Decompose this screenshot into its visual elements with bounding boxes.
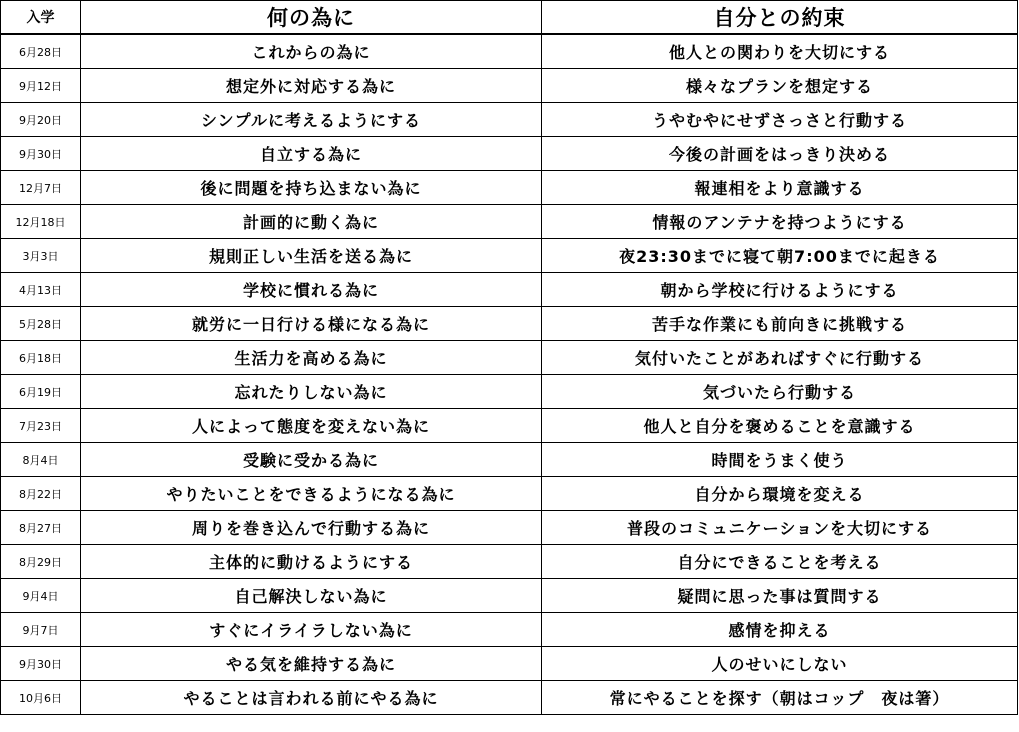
date-cell: 9月30日 [1,647,81,681]
promise-cell: 疑問に思った事は質問する [542,579,1018,613]
why-cell: 周りを巻き込んで行動する為に [81,511,542,545]
promise-cell: 報連相をより意識する [542,171,1018,205]
date-cell: 6月19日 [1,375,81,409]
table-row [1,273,1018,307]
why-cell: やりたいことをできるようになる為に [81,477,542,511]
why-cell: 後に問題を持ち込まない為に [81,171,542,205]
why-cell: 受験に受かる為に [81,443,542,477]
promise-cell: 気づいたら行動する [542,375,1018,409]
why-cell: 想定外に対応する為に [81,69,542,103]
header-row [1,1,1018,35]
table-row [1,409,1018,443]
why-cell: 就労に一日行ける様になる為に [81,307,542,341]
table-body [1,34,1018,715]
date-cell: 9月20日 [1,103,81,137]
table-row [1,34,1018,69]
promise-cell: 常にやることを探す（朝はコップ 夜は箸） [542,681,1018,715]
promise-cell: 他人と自分を褒めることを意識する [542,409,1018,443]
promise-cell: 苦手な作業にも前向きに挑戦する [542,307,1018,341]
table-row [1,103,1018,137]
table-row [1,375,1018,409]
date-cell: 8月29日 [1,545,81,579]
promise-cell: 感情を抑える [542,613,1018,647]
promise-cell: 普段のコミュニケーションを大切にする [542,511,1018,545]
table-row [1,647,1018,681]
promise-cell: 自分にできることを考える [542,545,1018,579]
header-date: 入学 [1,1,81,35]
date-cell: 9月12日 [1,69,81,103]
table-row [1,545,1018,579]
why-cell: シンプルに考えるようにする [81,103,542,137]
promise-cell: 気付いたことがあればすぐに行動する [542,341,1018,375]
why-cell: これからの為に [81,34,542,69]
date-cell: 4月13日 [1,273,81,307]
promise-cell: 朝から学校に行けるようにする [542,273,1018,307]
promise-cell: 情報のアンテナを持つようにする [542,205,1018,239]
date-cell: 3月3日 [1,239,81,273]
why-cell: 自己解決しない為に [81,579,542,613]
why-cell: すぐにイライラしない為に [81,613,542,647]
promise-cell: 様々なプランを想定する [542,69,1018,103]
table-row [1,511,1018,545]
table-row [1,239,1018,273]
date-cell: 5月28日 [1,307,81,341]
table-row [1,307,1018,341]
table-row [1,477,1018,511]
promise-cell: 今後の計画をはっきり決める [542,137,1018,171]
date-cell: 7月23日 [1,409,81,443]
date-cell: 9月30日 [1,137,81,171]
header-promise: 自分との約束 [542,1,1018,35]
promise-cell: うやむやにせずさっさと行動する [542,103,1018,137]
table-header [1,1,1018,35]
table-row [1,613,1018,647]
table-row [1,69,1018,103]
why-cell: 主体的に動けるようにする [81,545,542,579]
why-cell: 生活力を高める為に [81,341,542,375]
why-cell: 忘れたりしない為に [81,375,542,409]
why-cell: やる気を維持する為に [81,647,542,681]
promise-cell: 時間をうまく使う [542,443,1018,477]
promise-cell: 他人との関わりを大切にする [542,34,1018,69]
table-row [1,205,1018,239]
date-cell: 9月7日 [1,613,81,647]
promise-cell: 自分から環境を変える [542,477,1018,511]
promise-cell: 夜23:30までに寝て朝7:00までに起きる [542,239,1018,273]
table-row [1,443,1018,477]
table-row [1,171,1018,205]
date-cell: 10月6日 [1,681,81,715]
why-cell: 規則正しい生活を送る為に [81,239,542,273]
why-cell: 学校に慣れる為に [81,273,542,307]
why-cell: 人によって態度を変えない為に [81,409,542,443]
why-cell: 計画的に動く為に [81,205,542,239]
date-cell: 9月4日 [1,579,81,613]
table-row [1,579,1018,613]
table-row [1,137,1018,171]
date-cell: 6月28日 [1,34,81,69]
date-cell: 8月27日 [1,511,81,545]
date-cell: 8月22日 [1,477,81,511]
header-why: 何の為に [81,1,542,35]
date-cell: 8月4日 [1,443,81,477]
why-cell: 自立する為に [81,137,542,171]
table-row [1,681,1018,715]
date-cell: 12月7日 [1,171,81,205]
date-cell: 6月18日 [1,341,81,375]
why-cell: やることは言われる前にやる為に [81,681,542,715]
promise-cell: 人のせいにしない [542,647,1018,681]
date-cell: 12月18日 [1,205,81,239]
table-row [1,341,1018,375]
